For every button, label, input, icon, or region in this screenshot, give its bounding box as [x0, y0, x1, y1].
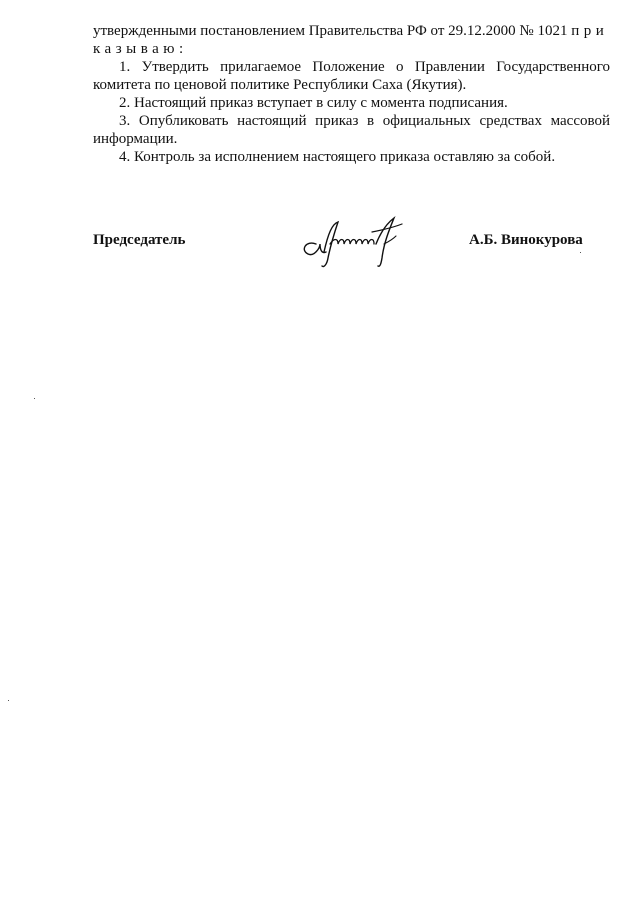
- intro-spaced-word-b: казываю:: [93, 41, 188, 57]
- order-item-1: 1. Утвердить прилагаемое Положение о Правлении Государственного комитета по ценовой политике Республики Саха (Якутия).: [93, 59, 610, 93]
- signatory-name: А.Б. Винокурова: [469, 232, 583, 248]
- order-item-2: 2. Настоящий приказ вступает в силу с момента подписания.: [119, 95, 508, 111]
- scan-speck: [8, 700, 9, 701]
- intro-spaced-word-a: при: [571, 23, 609, 39]
- handwritten-signature: [298, 214, 408, 268]
- scan-speck: [34, 398, 35, 399]
- order-item-3: 3. Опубликовать настоящий приказ в официальных средствах массовой информации.: [93, 113, 610, 147]
- scan-speck: [580, 252, 581, 253]
- signatory-title: Председатель: [93, 232, 186, 248]
- order-item-4: 4. Контроль за исполнением настоящего приказа оставляю за собой.: [119, 149, 556, 165]
- intro-paragraph: [93, 22, 610, 58]
- signature-row: [93, 228, 610, 268]
- document-body: [93, 22, 610, 166]
- intro-text: утвержденными постановлением Правительства РФ от 29.12.2000 № 1021: [93, 23, 568, 39]
